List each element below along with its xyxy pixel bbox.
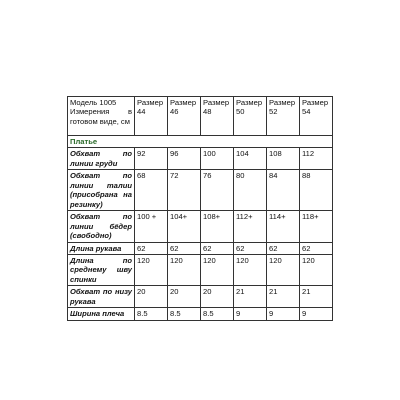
table-row: [68, 242, 333, 254]
value-cell: 80: [234, 170, 267, 211]
value-cell: 120: [234, 255, 267, 286]
value-cell: 84: [267, 170, 300, 211]
row-label: Обхват по низу рукава: [68, 286, 135, 308]
section-title: Платье: [68, 136, 333, 148]
value-cell: 92: [135, 148, 168, 170]
table-row: [68, 255, 333, 286]
table-row: [68, 211, 333, 242]
value-cell: 120: [267, 255, 300, 286]
value-cell: 9: [234, 308, 267, 320]
value-cell: 114+: [267, 211, 300, 242]
size-header-44: Размер 44: [135, 97, 168, 136]
value-cell: 62: [168, 242, 201, 254]
value-cell: 108+: [201, 211, 234, 242]
value-cell: 62: [267, 242, 300, 254]
value-cell: 112+: [234, 211, 267, 242]
value-cell: 118+: [300, 211, 333, 242]
value-cell: 8.5: [135, 308, 168, 320]
size-chart-table: [67, 96, 333, 321]
measurements-note: Измерения в готовом виде, см: [70, 107, 132, 126]
size-header-52: Размер 52: [267, 97, 300, 136]
row-label: Обхват по линии груди: [68, 148, 135, 170]
size-header-50: Размер 50: [234, 97, 267, 136]
value-cell: 100 +: [135, 211, 168, 242]
value-cell: 120: [300, 255, 333, 286]
value-cell: 120: [168, 255, 201, 286]
table-row: [68, 170, 333, 211]
value-cell: 76: [201, 170, 234, 211]
value-cell: 9: [267, 308, 300, 320]
model-name: Модель 1005: [70, 98, 117, 107]
table-row: [68, 308, 333, 320]
value-cell: 62: [234, 242, 267, 254]
section-row: [68, 136, 333, 148]
value-cell: 62: [201, 242, 234, 254]
value-cell: 20: [135, 286, 168, 308]
value-cell: 88: [300, 170, 333, 211]
value-cell: 8.5: [201, 308, 234, 320]
table-row: [68, 148, 333, 170]
value-cell: 62: [135, 242, 168, 254]
size-header-54: Размер 54: [300, 97, 333, 136]
header-row: [68, 97, 333, 136]
value-cell: 21: [267, 286, 300, 308]
row-label: Длина по среднему шву спинки: [68, 255, 135, 286]
row-label: Ширина плеча: [68, 308, 135, 320]
value-cell: 20: [201, 286, 234, 308]
value-cell: 9: [300, 308, 333, 320]
row-label: Длина рукава: [68, 242, 135, 254]
table-row: [68, 286, 333, 308]
value-cell: 104+: [168, 211, 201, 242]
value-cell: 21: [234, 286, 267, 308]
value-cell: 100: [201, 148, 234, 170]
value-cell: 20: [168, 286, 201, 308]
value-cell: 62: [300, 242, 333, 254]
header-model-cell: [68, 97, 135, 136]
row-label: Обхват по линии бёдер (свободно): [68, 211, 135, 242]
value-cell: 112: [300, 148, 333, 170]
value-cell: 21: [300, 286, 333, 308]
value-cell: 120: [135, 255, 168, 286]
value-cell: 8.5: [168, 308, 201, 320]
value-cell: 68: [135, 170, 168, 211]
value-cell: 104: [234, 148, 267, 170]
value-cell: 96: [168, 148, 201, 170]
size-header-48: Размер 48: [201, 97, 234, 136]
value-cell: 120: [201, 255, 234, 286]
size-header-46: Размер 46: [168, 97, 201, 136]
row-label: Обхват по линии талии (присобрана на резинку): [68, 170, 135, 211]
value-cell: 108: [267, 148, 300, 170]
value-cell: 72: [168, 170, 201, 211]
